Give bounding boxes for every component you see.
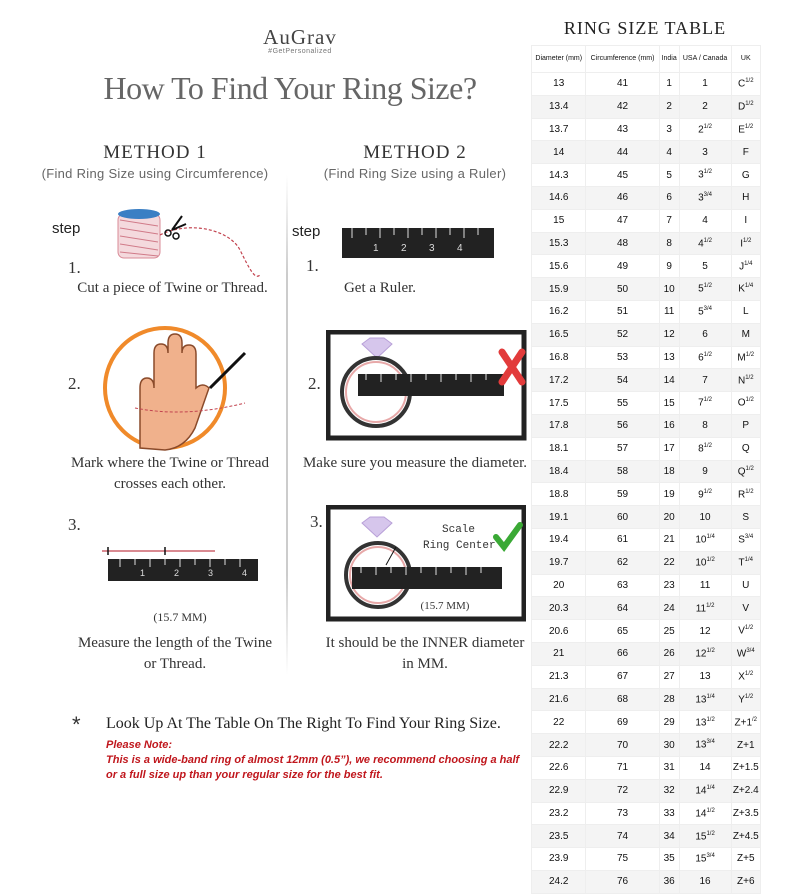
- cell-uk: $R^{1/2}$: [731, 483, 760, 506]
- cell-diameter: 22.9: [532, 779, 586, 802]
- cell-uk: Z+5: [731, 848, 760, 871]
- asterisk-icon: *: [72, 712, 81, 737]
- brand-logo: [200, 25, 400, 55]
- method1-step3-caption: Measure the length of the Twine or Thread.: [77, 635, 273, 672]
- cell-diameter: 16.8: [532, 346, 586, 369]
- table-row: [532, 734, 761, 757]
- cell-diameter: 20: [532, 574, 586, 597]
- cell-circumference: 64: [586, 597, 659, 620]
- cell-usa: $5^{1/2}$: [679, 278, 731, 301]
- header-india: India: [659, 46, 679, 73]
- cell-circumference: 58: [586, 460, 659, 483]
- table-row: [532, 278, 761, 301]
- method1-step2-number: 2.: [68, 374, 81, 393]
- cell-circumference: 65: [586, 620, 659, 643]
- cell-india: 4: [659, 141, 679, 164]
- cell-circumference: 50: [586, 278, 659, 301]
- cell-uk: H: [731, 186, 760, 209]
- scale-label: Scale: [442, 524, 476, 536]
- cell-india: 15: [659, 392, 679, 415]
- cell-circumference: 71: [586, 756, 659, 779]
- cell-diameter: 22: [532, 711, 586, 734]
- cell-usa: 6: [679, 323, 731, 346]
- cell-uk: $X^{1/2}$: [731, 665, 760, 688]
- cell-uk: $T^{1/4}$: [731, 551, 760, 574]
- ring-size-table: [531, 45, 761, 894]
- table-row: [532, 528, 761, 551]
- cell-india: 18: [659, 460, 679, 483]
- cell-circumference: 44: [586, 141, 659, 164]
- cell-usa: $10^{1/2}$: [679, 551, 731, 574]
- cell-circumference: 70: [586, 734, 659, 757]
- cell-diameter: 23.9: [532, 848, 586, 871]
- cell-diameter: 13.7: [532, 118, 586, 141]
- cell-diameter: 13.4: [532, 95, 586, 118]
- table-row: [532, 392, 761, 415]
- cell-uk: $E^{1/2}$: [731, 118, 760, 141]
- cell-uk: Z+1: [731, 734, 760, 757]
- cell-india: 9: [659, 255, 679, 278]
- table-row: [532, 369, 761, 392]
- cell-india: 36: [659, 870, 679, 893]
- method2-step-label: step: [292, 223, 321, 240]
- cell-india: 10: [659, 278, 679, 301]
- cell-usa: $7^{1/2}$: [679, 392, 731, 415]
- cell-usa: $11^{1/2}$: [679, 597, 731, 620]
- ruler2-tick-3: 3: [429, 243, 435, 254]
- cell-circumference: 57: [586, 437, 659, 460]
- cell-circumference: 53: [586, 346, 659, 369]
- cell-india: 28: [659, 688, 679, 711]
- cell-usa: $13^{1/2}$: [679, 711, 731, 734]
- table-row: [532, 95, 761, 118]
- method1-step1-caption: Cut a piece of Twine or Thread.: [77, 280, 268, 296]
- cell-diameter: 16.2: [532, 300, 586, 323]
- table-row: [532, 574, 761, 597]
- cell-circumference: 54: [586, 369, 659, 392]
- method2-measure-label: (15.7 MM): [420, 600, 470, 612]
- table-row: [532, 848, 761, 871]
- cell-diameter: 15.6: [532, 255, 586, 278]
- cell-india: 30: [659, 734, 679, 757]
- cell-usa: 5: [679, 255, 731, 278]
- cell-usa: 8: [679, 414, 731, 437]
- ruler1-tick-2: 2: [174, 568, 180, 578]
- cell-india: 14: [659, 369, 679, 392]
- cell-usa: $13^{3/4}$: [679, 734, 731, 757]
- cell-india: 23: [659, 574, 679, 597]
- cell-circumference: 48: [586, 232, 659, 255]
- cell-uk: Q: [731, 437, 760, 460]
- table-row: [532, 209, 761, 232]
- method-divider: [286, 175, 288, 675]
- method2-step1-caption: Get a Ruler.: [343, 280, 417, 296]
- cell-circumference: 74: [586, 825, 659, 848]
- brand-name: AuGrav: [263, 25, 337, 49]
- table-title: RING SIZE TABLE: [563, 18, 727, 38]
- ruler1-tick-4: 4: [242, 568, 248, 578]
- note-title: Please Note:: [106, 739, 173, 751]
- cell-uk: P: [731, 414, 760, 437]
- cell-circumference: 69: [586, 711, 659, 734]
- cell-india: 25: [659, 620, 679, 643]
- cell-uk: $J^{1/4}$: [731, 255, 760, 278]
- table-row: [532, 825, 761, 848]
- lookup-instruction: Look Up At The Table On The Right To Find Your Ring Size.: [106, 715, 501, 732]
- brand-tagline: #GetPersonalized: [268, 48, 332, 55]
- cell-india: 6: [659, 186, 679, 209]
- cell-uk: G: [731, 164, 760, 187]
- cell-india: 17: [659, 437, 679, 460]
- cell-circumference: 68: [586, 688, 659, 711]
- cell-circumference: 76: [586, 870, 659, 893]
- method2-step2-number: 2.: [308, 374, 321, 393]
- table-row: [532, 779, 761, 802]
- cell-uk: V: [731, 597, 760, 620]
- cell-india: 22: [659, 551, 679, 574]
- cell-india: 32: [659, 779, 679, 802]
- table-row: [532, 232, 761, 255]
- table-row: [532, 802, 761, 825]
- cell-usa: $8^{1/2}$: [679, 437, 731, 460]
- cell-diameter: 19.7: [532, 551, 586, 574]
- method2-step3-number: 3.: [310, 512, 323, 531]
- method1-measure-label: (15.7 MM): [153, 610, 207, 624]
- table-row: [532, 483, 761, 506]
- cell-circumference: 55: [586, 392, 659, 415]
- cell-circumference: 51: [586, 300, 659, 323]
- table-row: [532, 597, 761, 620]
- cell-circumference: 66: [586, 642, 659, 665]
- cell-usa: $12^{1/2}$: [679, 642, 731, 665]
- cell-uk: $C^{1/2}$: [731, 73, 760, 96]
- table-row: [532, 551, 761, 574]
- cell-circumference: 56: [586, 414, 659, 437]
- cell-circumference: 63: [586, 574, 659, 597]
- cell-uk: $Y^{1/2}$: [731, 688, 760, 711]
- cell-usa: 16: [679, 870, 731, 893]
- table-row: [532, 255, 761, 278]
- cell-uk: U: [731, 574, 760, 597]
- cell-uk: S: [731, 506, 760, 529]
- cell-india: 7: [659, 209, 679, 232]
- cell-uk: M: [731, 323, 760, 346]
- cell-uk: L: [731, 300, 760, 323]
- cell-circumference: 43: [586, 118, 659, 141]
- cell-usa: 12: [679, 620, 731, 643]
- cell-diameter: 15.3: [532, 232, 586, 255]
- cell-diameter: 14: [532, 141, 586, 164]
- table-row: [532, 870, 761, 893]
- cell-circumference: 42: [586, 95, 659, 118]
- cell-india: 34: [659, 825, 679, 848]
- cell-india: 21: [659, 528, 679, 551]
- cell-usa: $5^{3/4}$: [679, 300, 731, 323]
- twine-ruler-icon: [100, 545, 265, 585]
- cell-diameter: 13: [532, 73, 586, 96]
- cell-diameter: 18.8: [532, 483, 586, 506]
- cell-usa: 2: [679, 95, 731, 118]
- page-title: How To Find Your Ring Size?: [103, 70, 477, 106]
- table-row: [532, 711, 761, 734]
- ruler2-tick-4: 4: [457, 243, 463, 254]
- cell-india: 2: [659, 95, 679, 118]
- cell-diameter: 24.2: [532, 870, 586, 893]
- cell-circumference: 67: [586, 665, 659, 688]
- cell-diameter: 21: [532, 642, 586, 665]
- cell-usa: 14: [679, 756, 731, 779]
- table-row: [532, 73, 761, 96]
- cell-india: 3: [659, 118, 679, 141]
- cell-uk: $W^{3/4}$: [731, 642, 760, 665]
- method1-step2-caption: Mark where the Twine or Thread crosses each other.: [71, 455, 269, 492]
- cell-diameter: 21.3: [532, 665, 586, 688]
- cell-usa: $15^{1/2}$: [679, 825, 731, 848]
- cell-uk: Z+2.4: [731, 779, 760, 802]
- table-row: [532, 118, 761, 141]
- ring-center-label: Ring Center: [423, 540, 496, 552]
- cell-uk: $Q^{1/2}$: [731, 460, 760, 483]
- cell-usa: 9: [679, 460, 731, 483]
- cell-uk: I: [731, 209, 760, 232]
- cell-diameter: 15: [532, 209, 586, 232]
- cell-india: 33: [659, 802, 679, 825]
- cell-usa: 11: [679, 574, 731, 597]
- table-row: [532, 323, 761, 346]
- cell-diameter: 17.2: [532, 369, 586, 392]
- cell-uk: $N^{1/2}$: [731, 369, 760, 392]
- diameter-wrong-illustration: [326, 330, 531, 442]
- cell-india: 19: [659, 483, 679, 506]
- cell-diameter: 18.1: [532, 437, 586, 460]
- cell-circumference: 72: [586, 779, 659, 802]
- cell-india: 24: [659, 597, 679, 620]
- cell-usa: 13: [679, 665, 731, 688]
- ruler2-tick-2: 2: [401, 243, 407, 254]
- cell-india: 16: [659, 414, 679, 437]
- cell-diameter: 20.3: [532, 597, 586, 620]
- cell-circumference: 45: [586, 164, 659, 187]
- cell-uk: $M^{1/2}$: [731, 346, 760, 369]
- ruler1-tick-1: 1: [140, 568, 146, 578]
- cell-uk: $K^{1/4}$: [731, 278, 760, 301]
- table-row: [532, 437, 761, 460]
- cell-india: 12: [659, 323, 679, 346]
- method1-step1-number: 1.: [68, 258, 81, 277]
- thread-spool-icon: [110, 200, 280, 285]
- cell-uk: Z+6: [731, 870, 760, 893]
- header-circumference: Circumference (mm): [586, 46, 659, 73]
- cell-uk: $D^{1/2}$: [731, 95, 760, 118]
- method2-step2-caption: Make sure you measure the diameter.: [302, 455, 528, 471]
- cell-circumference: 59: [586, 483, 659, 506]
- cell-uk: $S^{3/4}$: [731, 528, 760, 551]
- table-row: [532, 346, 761, 369]
- cell-circumference: 41: [586, 73, 659, 96]
- method1-step-label: step: [52, 220, 81, 237]
- method2-title: METHOD 2: [363, 142, 467, 163]
- cell-usa: $14^{1/4}$: [679, 779, 731, 802]
- cell-diameter: 17.5: [532, 392, 586, 415]
- cell-diameter: 23.2: [532, 802, 586, 825]
- ruler1-tick-3: 3: [208, 568, 214, 578]
- table-row: [532, 506, 761, 529]
- note-body: This is a wide-band ring of almost 12mm (0.5”), we recommend choosing a half or a full size up than your regular size for the best fit.: [106, 754, 520, 781]
- cell-diameter: 14.3: [532, 164, 586, 187]
- cell-uk: $V^{1/2}$: [731, 620, 760, 643]
- cell-diameter: 21.6: [532, 688, 586, 711]
- cell-india: 20: [659, 506, 679, 529]
- table-row: [532, 642, 761, 665]
- cell-circumference: 75: [586, 848, 659, 871]
- cell-usa: 3: [679, 141, 731, 164]
- cell-diameter: 19.4: [532, 528, 586, 551]
- method2-step3-caption: It should be the INNER diameter in MM.: [325, 635, 525, 672]
- table-row: [532, 756, 761, 779]
- cell-usa: 4: [679, 209, 731, 232]
- table-row: [532, 688, 761, 711]
- cell-diameter: 20.6: [532, 620, 586, 643]
- cell-circumference: 47: [586, 209, 659, 232]
- cell-usa: $2^{1/2}$: [679, 118, 731, 141]
- cell-uk: $O^{1/2}$: [731, 392, 760, 415]
- cell-india: 26: [659, 642, 679, 665]
- method1-subtitle: (Find Ring Size using Circumference): [41, 166, 269, 181]
- cell-india: 35: [659, 848, 679, 871]
- cell-diameter: 23.5: [532, 825, 586, 848]
- cell-diameter: 19.1: [532, 506, 586, 529]
- cell-usa: $14^{1/2}$: [679, 802, 731, 825]
- cell-india: 31: [659, 756, 679, 779]
- cell-usa: 10: [679, 506, 731, 529]
- table-header-row: [532, 46, 761, 73]
- header-usa-canada: USA / Canada: [679, 46, 731, 73]
- table-body: [532, 73, 761, 894]
- header-diameter: Diameter (mm): [532, 46, 586, 73]
- cell-circumference: 46: [586, 186, 659, 209]
- method1-title: METHOD 1: [103, 142, 207, 163]
- cell-uk: Z+4.5: [731, 825, 760, 848]
- cell-india: 8: [659, 232, 679, 255]
- cell-usa: $10^{1/4}$: [679, 528, 731, 551]
- cell-diameter: 16.5: [532, 323, 586, 346]
- cell-circumference: 61: [586, 528, 659, 551]
- cell-diameter: 22.6: [532, 756, 586, 779]
- method2-step1-number: 1.: [306, 256, 319, 275]
- cell-diameter: 17.8: [532, 414, 586, 437]
- table-row: [532, 460, 761, 483]
- cell-diameter: 15.9: [532, 278, 586, 301]
- cell-diameter: 14.6: [532, 186, 586, 209]
- hand-measuring-icon: [95, 318, 265, 453]
- table-row: [532, 141, 761, 164]
- cell-uk: Z+1.5: [731, 756, 760, 779]
- cell-usa: $13^{1/4}$: [679, 688, 731, 711]
- table-row: [532, 164, 761, 187]
- table-row: [532, 186, 761, 209]
- cell-usa: $4^{1/2}$: [679, 232, 731, 255]
- cell-india: 27: [659, 665, 679, 688]
- cell-usa: 7: [679, 369, 731, 392]
- table-row: [532, 620, 761, 643]
- table-row: [532, 300, 761, 323]
- cell-uk: $Z+1^{/2}$: [731, 711, 760, 734]
- cell-usa: $3^{1/2}$: [679, 164, 731, 187]
- ruler2-tick-1: 1: [373, 243, 379, 254]
- cell-india: 1: [659, 73, 679, 96]
- cell-india: 13: [659, 346, 679, 369]
- cell-india: 5: [659, 164, 679, 187]
- cell-circumference: 52: [586, 323, 659, 346]
- cell-circumference: 49: [586, 255, 659, 278]
- cell-circumference: 62: [586, 551, 659, 574]
- cell-diameter: 22.2: [532, 734, 586, 757]
- cell-circumference: 73: [586, 802, 659, 825]
- cell-diameter: 18.4: [532, 460, 586, 483]
- cell-uk: F: [731, 141, 760, 164]
- cell-usa: $3^{3/4}$: [679, 186, 731, 209]
- header-uk: UK: [731, 46, 760, 73]
- cell-usa: $6^{1/2}$: [679, 346, 731, 369]
- cell-uk: Z+3.5: [731, 802, 760, 825]
- table-row: [532, 414, 761, 437]
- cell-india: 11: [659, 300, 679, 323]
- cell-usa: 1: [679, 73, 731, 96]
- method2-subtitle: (Find Ring Size using a Ruler): [323, 166, 507, 181]
- cell-usa: $9^{1/2}$: [679, 483, 731, 506]
- cell-circumference: 60: [586, 506, 659, 529]
- method1-step3-number: 3.: [68, 515, 81, 534]
- cell-india: 29: [659, 711, 679, 734]
- cell-usa: $15^{3/4}$: [679, 848, 731, 871]
- ruler-icon: [342, 228, 494, 260]
- table-row: [532, 665, 761, 688]
- cell-uk: $I^{1/2}$: [731, 232, 760, 255]
